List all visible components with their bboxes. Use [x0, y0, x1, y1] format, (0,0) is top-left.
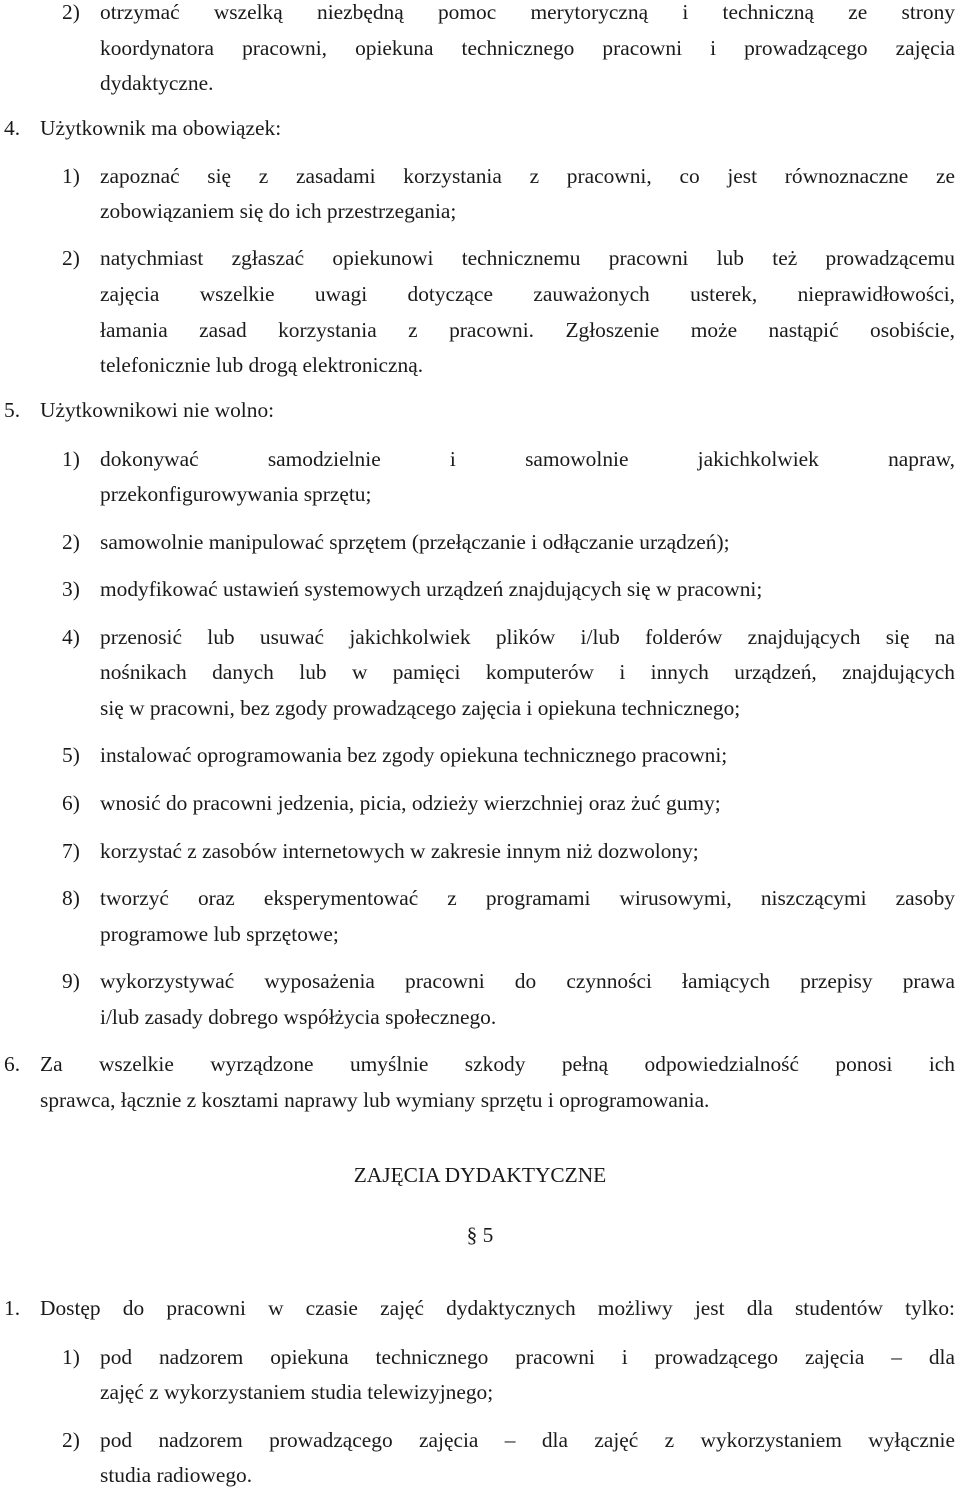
list-item-line: i/lub zasady dobrego współżycia społecznego.	[100, 1005, 497, 1029]
section-line: Za wszelkie wyrządzone umyślnie szkody pełną odpowiedzialność ponosi ich	[40, 1052, 955, 1076]
list-item-line: studia radiowego.	[100, 1463, 253, 1487]
section-number: 6.	[4, 1052, 21, 1076]
list-item-line: modyfikować ustawień systemowych urządzeń znajdujących się w pracowni;	[100, 577, 763, 601]
section-heading: Użytkownikowi nie wolno:	[40, 398, 275, 422]
paragraph-symbol: § 5	[466, 1223, 494, 1247]
list-number: 2)	[62, 246, 80, 270]
list-item-line: pod nadzorem opiekuna technicznego pracowni i prowadzącego zajęcia – dla	[100, 1345, 955, 1369]
list-item-line: samowolnie manipulować sprzętem (przełączanie i odłączanie urządzeń);	[100, 530, 730, 554]
list-number: 5)	[62, 743, 80, 767]
list-item-line: wnosić do pracowni jedzenia, picia, odzieży wierzchniej oraz żuć gumy;	[100, 791, 721, 815]
section-number: 1.	[4, 1296, 21, 1320]
list-item-line: korzystać z zasobów internetowych w zakresie innym niż dozwolony;	[100, 839, 699, 863]
list-item-line: przekonfigurowywania sprzętu;	[100, 482, 372, 506]
list-number: 2)	[62, 530, 80, 554]
list-number: 7)	[62, 839, 80, 863]
list-item-line: dokonywać samodzielnie i samowolnie jakichkolwiek napraw,	[100, 447, 955, 471]
list-number: 1)	[62, 1345, 80, 1369]
list-item-line: otrzymać wszelką niezbędną pomoc merytoryczną i techniczną ze strony	[100, 0, 955, 24]
list-item-line: zapoznać się z zasadami korzystania z pracowni, co jest równoznaczne ze	[100, 164, 955, 188]
list-item-line: tworzyć oraz eksperymentować z programami wirusowymi, niszczącymi zasoby	[100, 886, 955, 910]
list-item-line: zobowiązaniem się do ich przestrzegania;	[100, 199, 457, 223]
section-line: sprawca, łącznie z kosztami naprawy lub wymiany sprzętu i oprogramowania.	[40, 1088, 710, 1112]
list-item-line: łamania zasad korzystania z pracowni. Zgłoszenie może nastąpić osobiście,	[100, 318, 955, 342]
list-item-line: się w pracowni, bez zgody prowadzącego zajęcia i opiekuna technicznego;	[100, 696, 741, 720]
list-number: 1)	[62, 164, 80, 188]
list-item-line: nośnikach danych lub w pamięci komputerów i innych urządzeń, znajdujących	[100, 660, 955, 684]
list-number: 9)	[62, 969, 80, 993]
list-item-line: natychmiast zgłaszać opiekunowi technicznemu pracowni lub też prowadzącemu	[100, 246, 955, 270]
list-number: 8)	[62, 886, 80, 910]
list-item-line: zajęć z wykorzystaniem studia telewizyjnego;	[100, 1380, 494, 1404]
list-number: 2)	[62, 0, 80, 24]
list-number: 3)	[62, 577, 80, 601]
section-number: 4.	[4, 116, 21, 140]
list-number: 4)	[62, 625, 80, 649]
section-number: 5.	[4, 398, 21, 422]
section-heading: Użytkownik ma obowiązek:	[40, 116, 282, 140]
chapter-title: ZAJĘCIA DYDAKTYCZNE	[353, 1163, 607, 1187]
list-item-line: wykorzystywać wyposażenia pracowni do czynności łamiących przepisy prawa	[100, 969, 955, 993]
list-number: 6)	[62, 791, 80, 815]
section-heading: Dostęp do pracowni w czasie zajęć dydaktycznych możliwy jest dla studentów tylko:	[40, 1296, 955, 1320]
list-item-line: dydaktyczne.	[100, 71, 214, 95]
list-item-line: zajęcia wszelkie uwagi dotyczące zauważonych usterek, nieprawidłowości,	[100, 282, 955, 306]
list-item-line: instalować oprogramowania bez zgody opiekuna technicznego pracowni;	[100, 743, 728, 767]
list-item-line: koordynatora pracowni, opiekuna technicznego pracowni i prowadzącego zajęcia	[100, 36, 955, 60]
list-item-line: telefonicznie lub drogą elektroniczną.	[100, 353, 424, 377]
list-item-line: programowe lub sprzętowe;	[100, 922, 339, 946]
list-number: 1)	[62, 447, 80, 471]
list-item-line: przenosić lub usuwać jakichkolwiek plików i/lub folderów znajdujących się na	[100, 625, 955, 649]
list-number: 2)	[62, 1428, 80, 1452]
list-item-line: pod nadzorem prowadzącego zajęcia – dla zajęć z wykorzystaniem wyłącznie	[100, 1428, 955, 1452]
